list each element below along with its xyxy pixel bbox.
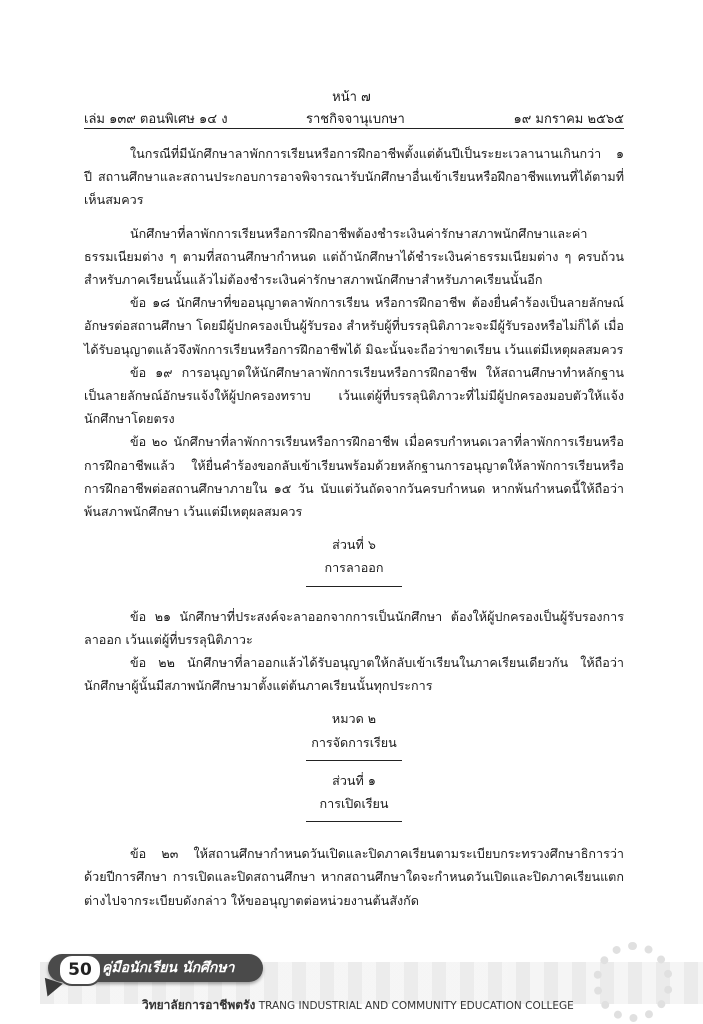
page-number-header: หน้า ๗ [332,90,371,105]
section-number: ส่วนที่ ๖ [332,537,376,553]
volume-info: เล่ม ๑๓๙ ตอนพิเศษ ๑๔ ง [84,112,228,127]
section-number: ส่วนที่ ๑ [332,772,376,788]
chapter-number: หมวด ๒ [331,711,377,727]
footer-page-number: 50 [58,954,102,986]
page-footer [0,936,703,1024]
paragraph: นักศึกษาที่ลาพักการเรียนหรือการฝึกอาชีพต้องชำระเงินค่ารักษาสภาพนักศึกษาและค่าธรรมเนียมต่าง ๆ ตามที่สถานศึกษากำหนด แต่ถ้านักศึกษาได้ชำระเงินค่าธรรมเนียมต่าง ๆ ครบถ้วนสำหรับภาคเรียนนั้นแล้วไม่ต้องชำระเงินค่ารักษาสภาพนักศึกษาสำหรับภาคเรียนนั้นอีก [84,225,624,288]
paragraph: ข้อ ๑๙ การอนุญาตให้นักศึกษาลาพักการเรียนหรือการฝึกอาชีพ ให้สถานศึกษาทำหลักฐานเป็นลายลักษณ์อักษรแจ้งให้ผู้ปกครองทราบ เว้นแต่ผู้ที่บรรลุนิติภาวะที่ไม่มีผู้ปกครองมอบตัวให้แจ้งนักศึกษาโดยตรง [84,364,624,427]
college-name-english: TRANG INDUSTRIAL AND COMMUNITY EDUCATION COLLEGE [258,1000,574,1012]
college-name [142,996,574,1015]
chapter-divider [306,760,402,761]
gazette-name: ราชกิจจานุเบกษา [306,112,405,127]
section-divider [306,821,402,822]
section-divider [306,586,402,587]
paragraph: ข้อ ๒๓ ให้สถานศึกษากำหนดวันเปิดและปิดภาคเรียนตามระเบียบกระทรวงศึกษาธิการว่าด้วยปีการศึกษา การเปิดและปิดสถานศึกษา หากสถานศึกษาใดจะกำหนดวันเปิดและปิดภาคเรียนแตกต่างไปจากระเบียบดังกล่าว ให้ขออนุญาตต่อหน่วยงานต้นสังกัด [84,846,624,908]
paragraph: ในกรณีที่มีนักศึกษาลาพักการเรียนหรือการฝึกอาชีพตั้งแต่ต้นปีเป็นระยะเวลานานเกินกว่า ๑ ปี สถานศึกษาและสถานประกอบการอาจพิจารณารับนักศึกษาอื่นเข้าเรียนหรือฝึกอาชีพแทนที่ได้ตามที่เห็นสมควร [84,146,624,208]
chapter-title: การจัดการเรียน [311,734,397,750]
paragraph: ข้อ ๒๒ นักศึกษาที่ลาออกแล้วได้รับอนุญาตให้กลับเข้าเรียนในภาคเรียนเดียวกัน ให้ถือว่านักศึกษาผู้นั้นมีสภาพนักศึกษามาตั้งแต่ต้นภาคเรียนนั้นทุกประการ [84,655,624,694]
document-body [84,142,624,912]
section-title: การลาออก [324,560,384,576]
gazette-date: ๑๙ มกราคม ๒๕๖๕ [513,112,624,127]
header-divider [84,128,624,129]
college-name-thai: วิทยาลัยการอาชีพตรัง [142,998,256,1012]
section-title: การเปิดเรียน [319,796,389,812]
paragraph: ข้อ ๑๘ นักศึกษาที่ขออนุญาตลาพักการเรียน หรือการฝึกอาชีพ ต้องยื่นคำร้องเป็นลายลักษณ์อักษรต่อสถานศึกษา โดยมีผู้ปกครองเป็นผู้รับรอง สำหรับผู้ที่บรรลุนิติภาวะจะมีผู้รับรองหรือไม่ก็ได้ เมื่อได้รับอนุญาตแล้วจึงพักการเรียนหรือการฝึกอาชีพได้ มิฉะนั้นจะถือว่าขาดเรียน เว้นแต่มีเหตุผลสมควร [84,295,624,357]
book-title: คู่มือนักเรียน นักศึกษา [102,960,235,976]
paragraph: ข้อ ๒๑ นักศึกษาที่ประสงค์จะลาออกจากการเป็นนักศึกษา ต้องให้ผู้ปกครองเป็นผู้รับรองการลาออก เว้นแต่ผู้ที่บรรลุนิติภาวะ [84,608,624,647]
paragraph: ข้อ ๒๐ นักศึกษาที่ลาพักการเรียนหรือการฝึกอาชีพ เมื่อครบกำหนดเวลาที่ลาพักการเรียนหรือการฝึกอาชีพแล้ว ให้ยื่นคำร้องขอกลับเข้าเรียนพร้อมด้วยหลักฐานการอนุญาตให้ลาพักการเรียนหรือการฝึกอาชีพต่อสถานศึกษาภายใน ๑๕ วัน นับแต่วันถัดจากวันครบกำหนด หากพ้นกำหนดนี้ให้ถือว่าพ้นสภาพนักศึกษา เว้นแต่มีเหตุผลสมควร [84,434,624,520]
